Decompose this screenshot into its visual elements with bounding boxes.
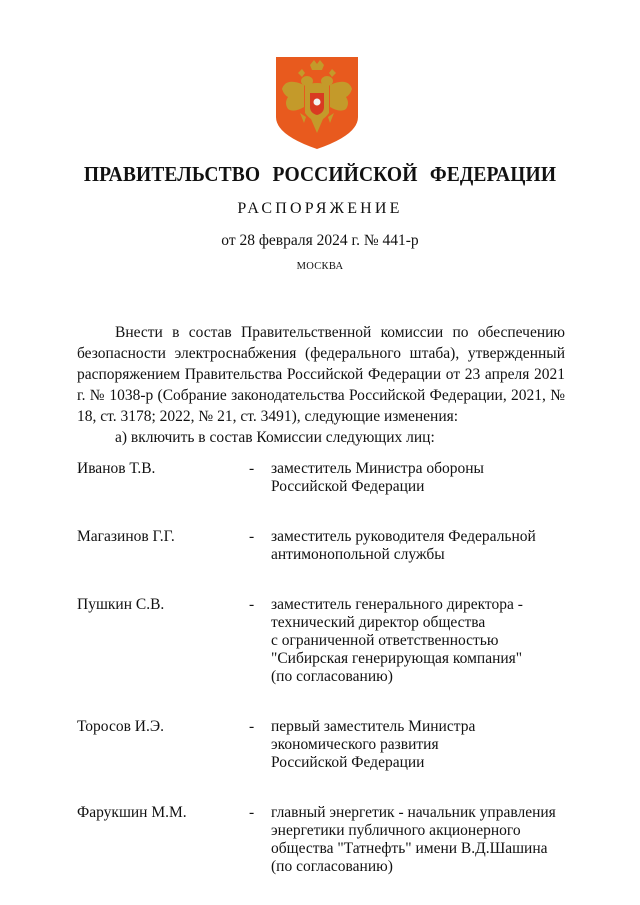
members-list — [77, 460, 567, 876]
member-position: заместитель генерального директора - технический директор общества с ограниченной ответственностью "Сибирская генерирующая компания" (по согласованию) — [271, 596, 523, 685]
member-entry — [77, 804, 567, 876]
member-name: Иванов Т.В. — [77, 460, 156, 477]
member-name: Магазинов Г.Г. — [77, 528, 175, 545]
member-dash: - — [249, 718, 255, 735]
member-position: заместитель руководителя Федеральной антимонопольной службы — [271, 528, 536, 563]
russian-coat-of-arms-icon — [274, 55, 360, 151]
member-entry — [77, 596, 567, 686]
member-name: Фарукшин М.М. — [77, 804, 187, 821]
document-date-number: от 28 февраля 2024 г. № 441-р — [221, 232, 419, 249]
member-name: Торосов И.Э. — [77, 718, 164, 735]
subpoint-a: а) включить в состав Комиссии следующих лиц: — [115, 429, 435, 446]
member-name: Пушкин С.В. — [77, 596, 165, 613]
member-dash: - — [249, 528, 255, 545]
member-entry — [77, 528, 567, 564]
member-entry — [77, 718, 567, 772]
member-dash: - — [249, 804, 255, 821]
member-dash: - — [249, 596, 255, 613]
member-entry — [77, 460, 567, 496]
document-city: МОСКВА — [296, 261, 344, 272]
member-dash: - — [249, 460, 255, 477]
member-position: главный энергетик - начальник управления энергетики публичного акционерного общества "Татнефть" имени В.Д.Шашина (по согласованию) — [271, 804, 556, 875]
government-title: ПРАВИТЕЛЬСТВО РОССИЙСКОЙ ФЕДЕРАЦИИ — [83, 162, 557, 186]
member-position: заместитель Министра обороны Российской Федерации — [271, 460, 484, 495]
member-position: первый заместитель Министра экономического развития Российской Федерации — [271, 718, 476, 771]
document-type: РАСПОРЯЖЕНИЕ — [237, 200, 403, 217]
preamble-paragraph: Внести в состав Правительственной комиссии по обеспечению безопасности электроснабжения (федерального штаба), утвержденный распоряжением Правительства Российской Федерации от 23 апреля 2021 г. № 1038-р (Собрание законодательства Российской Федерации, 2021, № 18, ст. 3178; 2022, № 21, ст. 3491), следующие изменения: — [77, 324, 565, 425]
